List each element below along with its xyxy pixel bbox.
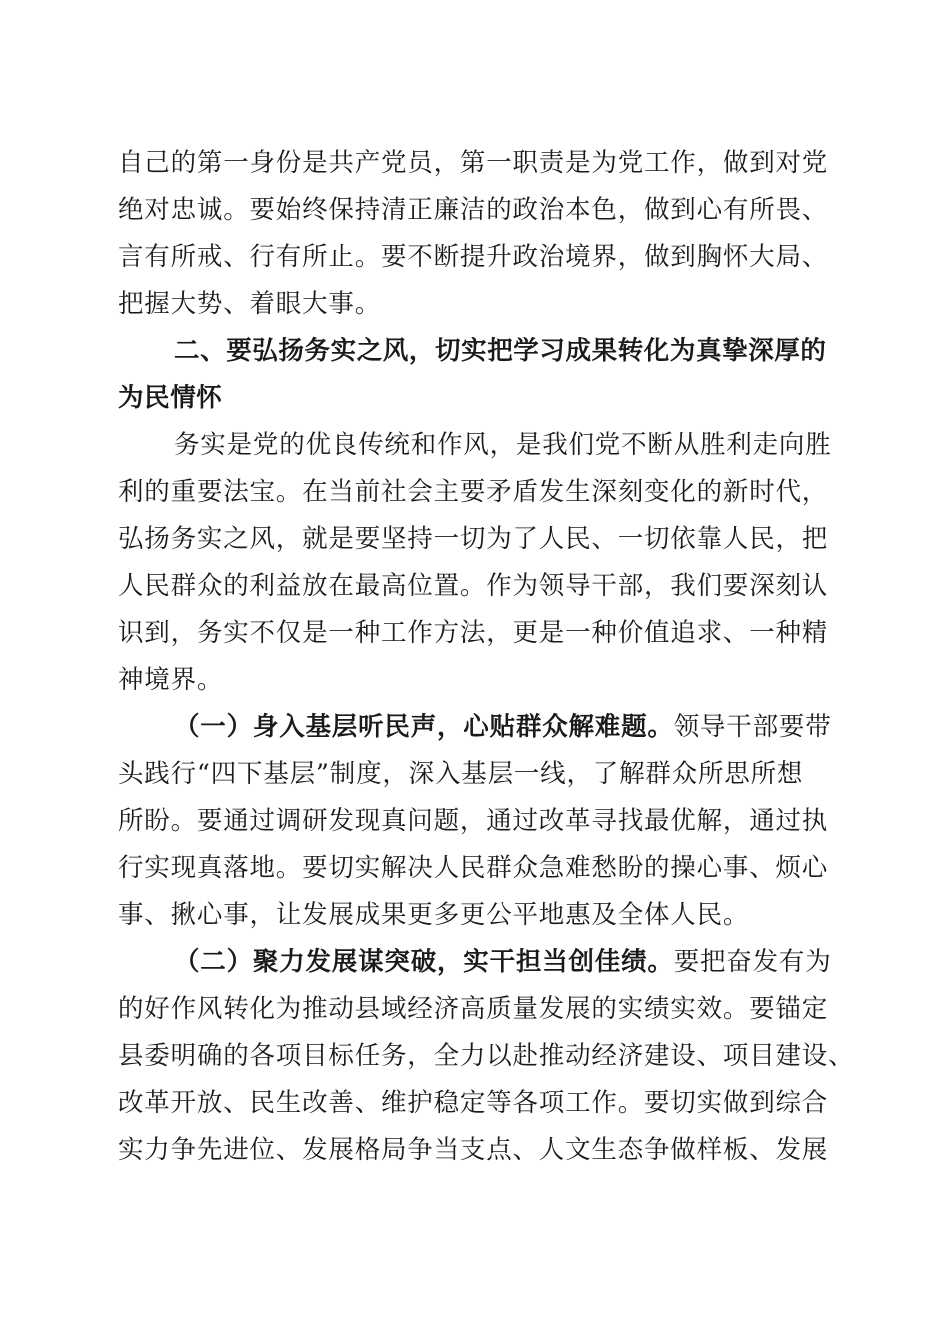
subsection-title: （一）身入基层听民声，心贴群众解难题。	[174, 712, 674, 742]
text-fragment: 要把奋发有为	[673, 947, 832, 977]
text-fragment: 领导干部要带	[673, 712, 832, 742]
text-line: 绝对忠诚。要始终保持清正廉洁的政治本色，做到心有所畏、	[118, 195, 829, 225]
paragraph-3	[118, 704, 830, 939]
text-line: 识到，务实不仅是一种工作方法，更是一种价值追求、一种精	[118, 618, 829, 648]
text-line: 把握大势、着眼大事。	[118, 289, 382, 319]
text-line: 改革开放、民生改善、维护稳定等各项工作。要切实做到综合	[118, 1088, 829, 1118]
text-line: 行实现真落地。要切实解决人民群众急难愁盼的操心事、烦心	[118, 853, 829, 883]
text-line: 县委明确的各项目标任务，全力以赴推动经济建设、项目建设、	[118, 1041, 855, 1071]
text-line: 事、揪心事，让发展成果更多更公平地惠及全体人民。	[118, 900, 750, 930]
paragraph-1	[118, 140, 830, 328]
text-line: 务实是党的优良传统和作风，是我们党不断从胜利走向胜	[174, 430, 832, 460]
text-line: 所盼。要通过调研发现真问题，通过改革寻找最优解，通过执	[118, 806, 829, 836]
text-line: 实力争先进位、发展格局争当支点、人文生态争做样板、发展	[118, 1135, 829, 1165]
heading-line: 二、要弘扬务实之风，切实把学习成果转化为真挚深厚的	[174, 336, 827, 366]
text-line: 的好作风转化为推动县域经济高质量发展的实绩实效。要锚定	[118, 994, 829, 1024]
paragraph-4	[118, 939, 855, 1174]
text-line: 自己的第一身份是共产党员，第一职责是为党工作，做到对党	[118, 148, 829, 178]
subsection-title: （二）聚力发展谋突破，实干担当创佳绩。	[174, 947, 674, 977]
text-line: 神境界。	[118, 665, 224, 695]
document-body	[118, 140, 855, 1174]
text-line: 弘扬务实之风，就是要坚持一切为了人民、一切依靠人民，把	[118, 524, 829, 554]
section-heading-2	[118, 328, 830, 422]
paragraph-2	[118, 422, 830, 704]
text-line: 头践行“四下基层”制度，深入基层一线，了解群众所思所想	[118, 759, 804, 789]
text-line: 人民群众的利益放在最高位置。作为领导干部，我们要深刻认	[118, 571, 829, 601]
text-line	[118, 939, 830, 986]
text-line	[118, 704, 830, 751]
text-line: 言有所戒、行有所止。要不断提升政治境界，做到胸怀大局、	[118, 242, 829, 272]
text-line: 利的重要法宝。在当前社会主要矛盾发生深刻变化的新时代，	[118, 477, 829, 507]
heading-line: 为民情怀	[118, 383, 223, 413]
